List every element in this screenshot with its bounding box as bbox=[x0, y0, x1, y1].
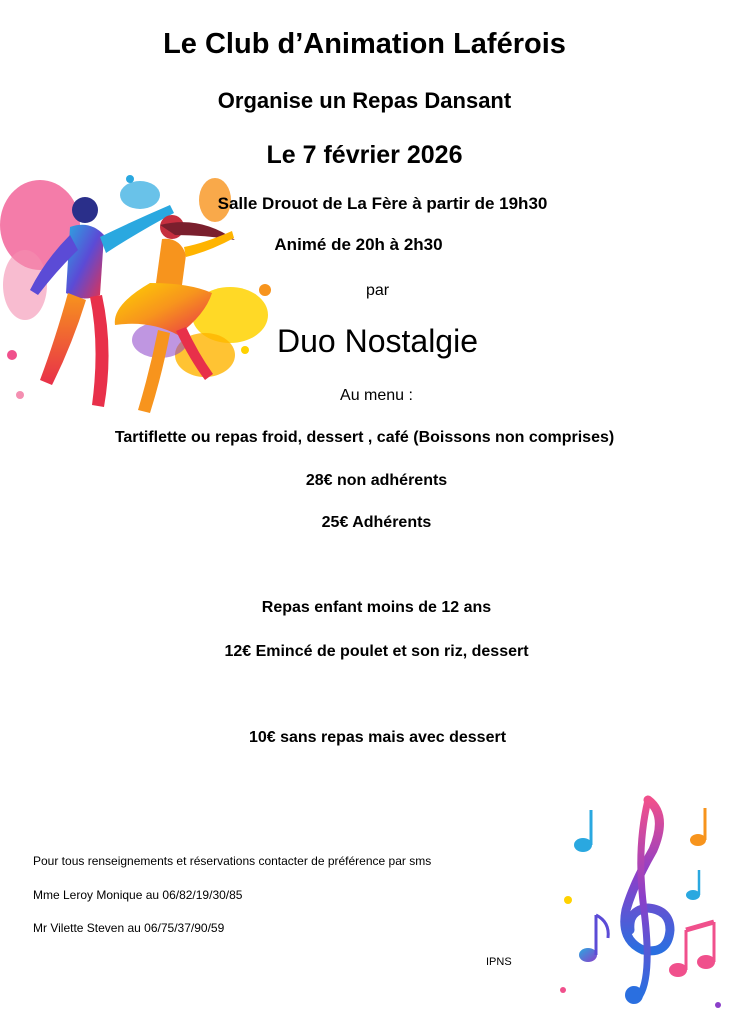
music-notes-illustration bbox=[528, 790, 729, 1024]
flyer-title: Le Club d’Animation Laférois bbox=[163, 28, 566, 60]
event-venue: Salle Drouot de La Fère à partir de 19h30 bbox=[217, 194, 548, 213]
contact-person-1: Mme Leroy Monique au 06/82/19/30/85 bbox=[33, 888, 243, 902]
kids-meal-description: 12€ Emincé de poulet et son riz, dessert bbox=[224, 643, 529, 660]
flyer-subtitle: Organise un Repas Dansant bbox=[217, 88, 512, 113]
menu-label: Au menu : bbox=[340, 387, 413, 404]
band-name: Duo Nostalgie bbox=[277, 323, 478, 359]
event-hours: Animé de 20h à 2h30 bbox=[274, 235, 443, 254]
price-members: 25€ Adhérents bbox=[321, 514, 432, 531]
price-non-members: 28€ non adhérents bbox=[305, 472, 448, 489]
no-meal-price: 10€ sans repas mais avec dessert bbox=[248, 729, 507, 746]
menu-description: Tartiflette ou repas froid, dessert , café (Boissons non comprises) bbox=[114, 429, 615, 446]
contact-intro: Pour tous renseignements et réservations contacter de préférence par sms bbox=[33, 854, 432, 868]
contact-person-2: Mr Vilette Steven au 06/75/37/90/59 bbox=[33, 921, 225, 935]
ipns-mention: IPNS bbox=[486, 956, 512, 968]
by-label: par bbox=[365, 282, 390, 299]
event-date: Le 7 février 2026 bbox=[266, 141, 463, 169]
kids-meal-title: Repas enfant moins de 12 ans bbox=[261, 599, 492, 616]
